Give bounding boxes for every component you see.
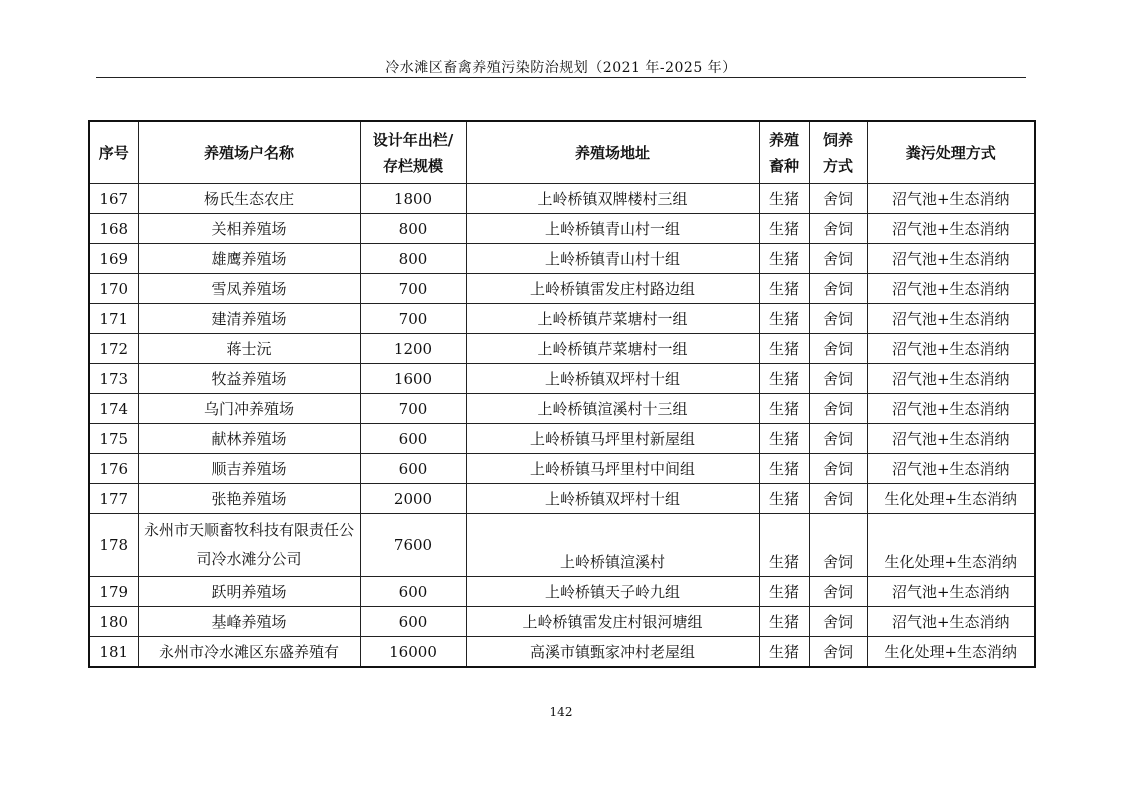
cell-address: 上岭桥镇天子岭九组 (466, 577, 759, 607)
header-species (759, 121, 809, 184)
header-method-line2: 方式 (822, 156, 853, 175)
cell-species: 生猪 (759, 184, 809, 214)
cell-name: 永州市天顺畜牧科技有限责任公司冷水滩分公司 (138, 514, 360, 577)
cell-species: 生猪 (759, 364, 809, 394)
cell-scale: 7600 (360, 514, 466, 577)
table-row (89, 364, 1035, 394)
cell-species: 生猪 (759, 514, 809, 577)
cell-method: 舍饲 (809, 364, 867, 394)
cell-species: 生猪 (759, 577, 809, 607)
cell-index: 177 (89, 484, 138, 514)
table-row (89, 454, 1035, 484)
table-row (89, 484, 1035, 514)
cell-name: 基峰养殖场 (138, 607, 360, 637)
cell-address: 上岭桥镇渲溪村十三组 (466, 394, 759, 424)
cell-method: 舍饲 (809, 274, 867, 304)
cell-index: 180 (89, 607, 138, 637)
header-divider (96, 77, 1026, 78)
cell-index: 170 (89, 274, 138, 304)
cell-species: 生猪 (759, 244, 809, 274)
cell-species: 生猪 (759, 304, 809, 334)
table-row (89, 424, 1035, 454)
cell-index: 173 (89, 364, 138, 394)
cell-address: 上岭桥镇青山村十组 (466, 244, 759, 274)
cell-address: 上岭桥镇芹菜塘村一组 (466, 304, 759, 334)
cell-scale: 700 (360, 304, 466, 334)
cell-treatment: 沼气池+生态消纳 (867, 304, 1035, 334)
cell-scale: 600 (360, 607, 466, 637)
cell-name: 张艳养殖场 (138, 484, 360, 514)
cell-method: 舍饲 (809, 304, 867, 334)
cell-treatment: 沼气池+生态消纳 (867, 244, 1035, 274)
table-row (89, 577, 1035, 607)
header-method (809, 121, 867, 184)
header-species-line2: 畜种 (768, 156, 799, 175)
farm-table (88, 120, 1036, 668)
cell-address: 上岭桥镇雷发庄村银河塘组 (466, 607, 759, 637)
cell-scale: 1600 (360, 364, 466, 394)
cell-address: 上岭桥镇马坪里村中间组 (466, 454, 759, 484)
cell-name: 杨氏生态农庄 (138, 184, 360, 214)
cell-address: 上岭桥镇青山村一组 (466, 214, 759, 244)
header-name: 养殖场户名称 (138, 121, 360, 184)
cell-treatment: 沼气池+生态消纳 (867, 364, 1035, 394)
cell-name: 雪凤养殖场 (138, 274, 360, 304)
cell-scale: 1200 (360, 334, 466, 364)
cell-name: 建清养殖场 (138, 304, 360, 334)
cell-method: 舍饲 (809, 637, 867, 668)
cell-scale: 600 (360, 454, 466, 484)
cell-treatment: 沼气池+生态消纳 (867, 424, 1035, 454)
cell-index: 171 (89, 304, 138, 334)
cell-scale: 700 (360, 274, 466, 304)
cell-address: 上岭桥镇马坪里村新屋组 (466, 424, 759, 454)
cell-index: 168 (89, 214, 138, 244)
table-row (89, 514, 1035, 577)
header-treatment: 粪污处理方式 (867, 121, 1035, 184)
table-row (89, 607, 1035, 637)
page-header-title: 冷水滩区畜禽养殖污染防治规划（2021 年-2025 年） (385, 60, 737, 76)
table-row (89, 304, 1035, 334)
cell-scale: 600 (360, 577, 466, 607)
cell-method: 舍饲 (809, 454, 867, 484)
cell-address: 上岭桥镇双坪村十组 (466, 484, 759, 514)
table-row (89, 184, 1035, 214)
cell-species: 生猪 (759, 454, 809, 484)
table-row (89, 394, 1035, 424)
cell-treatment: 生化处理+生态消纳 (867, 637, 1035, 668)
cell-address: 上岭桥镇芹菜塘村一组 (466, 334, 759, 364)
cell-species: 生猪 (759, 607, 809, 637)
table-row (89, 637, 1035, 668)
cell-treatment: 沼气池+生态消纳 (867, 607, 1035, 637)
header-method-line1: 饲养 (822, 130, 853, 149)
cell-species: 生猪 (759, 214, 809, 244)
cell-treatment: 沼气池+生态消纳 (867, 394, 1035, 424)
table-header-row (89, 121, 1035, 184)
cell-method: 舍饲 (809, 424, 867, 454)
header-index: 序号 (89, 121, 138, 184)
cell-name: 跃明养殖场 (138, 577, 360, 607)
table-row (89, 274, 1035, 304)
cell-scale: 800 (360, 214, 466, 244)
table-row (89, 214, 1035, 244)
cell-scale: 700 (360, 394, 466, 424)
cell-name: 雄鹰养殖场 (138, 244, 360, 274)
cell-index: 175 (89, 424, 138, 454)
cell-index: 169 (89, 244, 138, 274)
header-address: 养殖场地址 (466, 121, 759, 184)
cell-scale: 16000 (360, 637, 466, 668)
cell-index: 181 (89, 637, 138, 668)
page-number: 142 (549, 705, 573, 719)
cell-address: 上岭桥镇双牌楼村三组 (466, 184, 759, 214)
cell-method: 舍饲 (809, 244, 867, 274)
cell-index: 178 (89, 514, 138, 577)
cell-species: 生猪 (759, 274, 809, 304)
table-row (89, 244, 1035, 274)
cell-treatment: 生化处理+生态消纳 (867, 514, 1035, 577)
cell-name: 乌门冲养殖场 (138, 394, 360, 424)
cell-scale: 800 (360, 244, 466, 274)
header-scale-line2: 存栏规模 (382, 156, 443, 175)
cell-treatment: 沼气池+生态消纳 (867, 214, 1035, 244)
cell-treatment: 生化处理+生态消纳 (867, 484, 1035, 514)
cell-species: 生猪 (759, 484, 809, 514)
cell-treatment: 沼气池+生态消纳 (867, 184, 1035, 214)
cell-index: 176 (89, 454, 138, 484)
cell-method: 舍饲 (809, 514, 867, 577)
cell-method: 舍饲 (809, 607, 867, 637)
cell-index: 174 (89, 394, 138, 424)
cell-scale: 1800 (360, 184, 466, 214)
cell-address: 上岭桥镇双坪村十组 (466, 364, 759, 394)
cell-name: 永州市冷水滩区东盛养殖有 (138, 637, 360, 668)
cell-index: 179 (89, 577, 138, 607)
cell-treatment: 沼气池+生态消纳 (867, 454, 1035, 484)
cell-species: 生猪 (759, 394, 809, 424)
cell-species: 生猪 (759, 424, 809, 454)
cell-method: 舍饲 (809, 577, 867, 607)
cell-treatment: 沼气池+生态消纳 (867, 274, 1035, 304)
cell-name: 顺吉养殖场 (138, 454, 360, 484)
cell-treatment: 沼气池+生态消纳 (867, 334, 1035, 364)
header-scale-line1: 设计年出栏/ (372, 130, 454, 149)
cell-method: 舍饲 (809, 214, 867, 244)
cell-scale: 2000 (360, 484, 466, 514)
cell-address: 上岭桥镇雷发庄村路边组 (466, 274, 759, 304)
table-row (89, 334, 1035, 364)
cell-method: 舍饲 (809, 334, 867, 364)
cell-name: 献林养殖场 (138, 424, 360, 454)
cell-method: 舍饲 (809, 184, 867, 214)
cell-name: 蒋士沅 (138, 334, 360, 364)
header-scale (360, 121, 466, 184)
cell-species: 生猪 (759, 334, 809, 364)
cell-address: 上岭桥镇渲溪村 (466, 514, 759, 577)
cell-name: 关相养殖场 (138, 214, 360, 244)
header-species-line1: 养殖 (768, 130, 799, 149)
cell-name: 牧益养殖场 (138, 364, 360, 394)
cell-method: 舍饲 (809, 484, 867, 514)
cell-scale: 600 (360, 424, 466, 454)
cell-treatment: 沼气池+生态消纳 (867, 577, 1035, 607)
cell-species: 生猪 (759, 637, 809, 668)
cell-address: 高溪市镇甄家冲村老屋组 (466, 637, 759, 668)
cell-index: 167 (89, 184, 138, 214)
cell-index: 172 (89, 334, 138, 364)
cell-method: 舍饲 (809, 394, 867, 424)
